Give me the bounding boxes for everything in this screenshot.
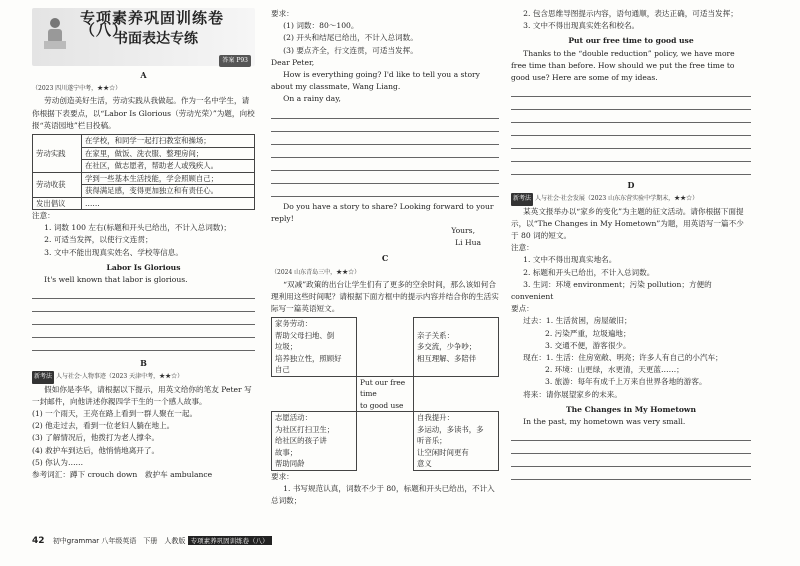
note-item: 3. 文中不能出现真实姓名、学校等信息。 bbox=[44, 247, 183, 257]
section-a-label: A bbox=[140, 70, 147, 80]
footer-section: 专项素养巩固训练卷（八） bbox=[188, 536, 272, 545]
reference-words: 参考词汇：蹲下 crouch down 救护车 ambulance bbox=[32, 470, 213, 480]
note-item: 2. 可适当发挥，以使行文连贯； bbox=[44, 235, 153, 245]
point-item: (3) 了解情况后，他拨打为老人撑伞。 bbox=[32, 433, 160, 443]
paper-title: 专项素养巩固训练卷（八） bbox=[80, 9, 225, 40]
section-b-source: 人与社会·人物事迹（2023 天津中考，★★☆） bbox=[56, 373, 184, 381]
letter-yours: Yours, bbox=[451, 226, 475, 236]
writing-line[interactable] bbox=[271, 171, 499, 184]
paper-subtitle: 书面表达专练 bbox=[114, 31, 198, 47]
mind-map-box bbox=[271, 317, 499, 471]
writing-line[interactable] bbox=[271, 184, 499, 197]
essay-c-start: Thanks to the “double reduction” policy, we have more free time than before. How should we put the free time to good use? Here are some of my ideas. bbox=[511, 48, 735, 83]
section-b-label: B bbox=[140, 358, 147, 369]
section-d-label: D bbox=[627, 180, 635, 191]
past-point: 3. 交通不便，游客很少。 bbox=[545, 340, 631, 350]
past-point: 2. 污染严重，垃圾遍地； bbox=[545, 328, 631, 338]
writing-line[interactable] bbox=[511, 428, 751, 441]
writing-line[interactable] bbox=[511, 441, 751, 454]
req-item: 1. 书写规范认真，词数不少于 80，标题和开头已给出，不计入总词数； bbox=[271, 484, 495, 506]
writing-line[interactable] bbox=[32, 338, 255, 351]
column-middle bbox=[271, 8, 499, 508]
table-cell: 在社区，做志愿者，帮助老人或残疾人。 bbox=[82, 160, 255, 173]
past-point: 过去：1. 生活贫困，房屋破旧； bbox=[523, 316, 632, 326]
section-c-source: （2024 山东青岛三中，★★☆） bbox=[271, 268, 361, 276]
writing-line[interactable] bbox=[511, 136, 751, 149]
column-right bbox=[511, 8, 751, 480]
letter-closing: Do you have a story to share? Looking forward to your reply! bbox=[271, 201, 494, 223]
writing-line[interactable] bbox=[511, 162, 751, 175]
new-method-tag: 新考法 bbox=[511, 193, 533, 205]
writing-line[interactable] bbox=[271, 145, 499, 158]
title-banner bbox=[32, 8, 255, 66]
now-point: 现在：1. 生活：住房宽敞、明亮；许多人有自己的小汽车； bbox=[523, 353, 723, 363]
d-points-label: 要点： bbox=[511, 304, 534, 314]
table-head-practice: 劳动实践 bbox=[33, 135, 82, 173]
writing-line[interactable] bbox=[32, 299, 255, 312]
writing-line[interactable] bbox=[511, 149, 751, 162]
table-cell: 在家里，做饭、洗衣服、整理房间； bbox=[82, 147, 255, 160]
table-head-gain: 劳动收获 bbox=[33, 172, 82, 197]
book-info: 初中grammar 八年级英语 下册 人教版 bbox=[52, 537, 186, 545]
writing-line[interactable] bbox=[271, 132, 499, 145]
future-point: 将来：请你展望家乡的未来。 bbox=[523, 389, 622, 399]
section-c-label: C bbox=[381, 253, 389, 264]
point-item: (5) 你认为…… bbox=[32, 457, 84, 467]
note-item: 3. 生词：环境 environment；污染 pollution；方便的 convenient bbox=[511, 279, 712, 302]
page-footer bbox=[32, 536, 272, 546]
note-item: 2. 标题和开头已给出，不计入总词数。 bbox=[523, 267, 655, 277]
essay-c-title: Put our free time to good use bbox=[568, 36, 694, 46]
note-item: 1. 文中不得出现真实地名。 bbox=[523, 255, 617, 265]
writing-line[interactable] bbox=[511, 123, 751, 136]
answer-page-tag: 答案 P93 bbox=[219, 55, 251, 67]
writing-line[interactable] bbox=[511, 454, 751, 467]
writing-line[interactable] bbox=[271, 158, 499, 171]
point-item: (1) 一个雨天，王亮在路上看到一群人聚在一起。 bbox=[32, 409, 198, 419]
reading-figure-icon bbox=[42, 16, 68, 52]
box-volunteer: 志愿活动： 为社区打扫卫生； 给社区的孩子讲 故事； 帮助同龄 bbox=[272, 412, 357, 471]
box-self: 自我提升： 多运动，多读书，多 听音乐； 让空闲时间更有 意义 bbox=[414, 412, 499, 471]
section-a-intro: 劳动创造美好生活，劳动实践从我做起。作为一名中学生，请你根据下表要点，以“Labor Is Glorious（劳动光荣）”为题，向校报“英语园地”栏目投稿。 bbox=[32, 96, 255, 130]
req-item: 2. 包含思维导图提示内容，语句通顺，表达正确，可适当发挥； bbox=[523, 9, 738, 18]
section-d-source: 人与社会·社会发展（2023 山东东营实验中学期末，★★☆） bbox=[535, 195, 699, 203]
section-b-intro: 假如你是李华，请根据以下提示，用英文给你的笔友 Peter 写一封邮件，向他讲述你親四学干生的一个感人故事。 bbox=[32, 384, 252, 406]
writing-line[interactable] bbox=[32, 325, 255, 338]
note-item: 1. 词数 100 左右(标题和开头已给出，不计入总词数)； bbox=[44, 223, 231, 233]
writing-line[interactable] bbox=[271, 106, 499, 119]
section-c-intro: “双减”政策的出台让学生们有了更多的空余时间，那么该如何合理利用这些时间呢？请根据下面方框中的提示内容并结合你的生活实际写一篇英语短文。 bbox=[271, 279, 499, 314]
box-housework: 家务劳动： 帮助父母扫地、倒 垃圾； 培养独立性，照顾好 自己 bbox=[272, 318, 357, 377]
section-a-source: （2023 四川遂宁中考，★★☆） bbox=[32, 85, 122, 93]
table-cell: …… bbox=[82, 197, 255, 210]
page-number: 42 bbox=[32, 536, 45, 546]
letter-sign: Li Hua bbox=[455, 238, 481, 248]
point-item: (2) 他走过去，看到一位老妇人躺在地上。 bbox=[32, 421, 175, 431]
writing-line[interactable] bbox=[511, 467, 751, 480]
rainy-day: On a rainy day, bbox=[283, 94, 341, 104]
section-d-intro: 某英文报举办以“家乡的变化”为主题的征文活动。请你根据下面提示，以“The Changes in My Hometown”为题，用英语写一篇不少于 80 词的短文。 bbox=[511, 206, 744, 241]
writing-line[interactable] bbox=[271, 119, 499, 132]
req-item: (3) 要点齐全，行文连贯，可适当发挥。 bbox=[283, 45, 418, 55]
section-a-notes-label: 注意： bbox=[32, 211, 55, 221]
writing-line[interactable] bbox=[511, 110, 751, 123]
table-cell: 获得满足感，变得更加独立和有责任心。 bbox=[82, 185, 255, 198]
c-req-label: 要求： bbox=[271, 471, 294, 481]
letter-salutation: Dear Peter, bbox=[271, 57, 315, 67]
b-req-label: 要求： bbox=[271, 9, 294, 18]
column-left bbox=[32, 8, 255, 481]
table-cell: 学到一些基本生活技能，学会照顾自己； bbox=[82, 172, 255, 185]
point-item: (4) 救护车到达后，他悄悄地离开了。 bbox=[32, 445, 160, 455]
essay-d-start: In the past, my hometown was very small. bbox=[523, 417, 686, 427]
now-point: 3. 旅游：每年有成千上万来自世界各地的游客。 bbox=[545, 377, 707, 387]
writing-line[interactable] bbox=[32, 312, 255, 325]
table-head-initiative: 发出倡议 bbox=[33, 197, 82, 210]
req-item: (2) 开头和结尾已给出，不计入总词数。 bbox=[283, 33, 418, 43]
essay-a-title: Labor Is Glorious bbox=[106, 262, 181, 272]
now-point: 2. 环境：山更绿，水更清，天更蓝……； bbox=[545, 365, 684, 375]
box-family: 亲子关系： 多交流，少争吵； 相互理解、多陪伴 bbox=[414, 318, 499, 377]
req-item: (1) 词数：80～100。 bbox=[283, 21, 359, 31]
letter-start: How is everything going? I'd like to tell you a story about my classmate, Wang Liang. bbox=[271, 70, 480, 92]
section-a-table bbox=[32, 134, 255, 210]
writing-line[interactable] bbox=[511, 84, 751, 97]
essay-d-title: The Changes in My Hometown bbox=[566, 404, 696, 414]
d-notes-label: 注意： bbox=[511, 243, 534, 253]
box-center-topic: Put our free time to good use bbox=[357, 376, 414, 412]
new-method-tag: 新考法 bbox=[32, 371, 54, 383]
essay-a-start: It's well known that labor is glorious. bbox=[44, 275, 188, 285]
writing-line[interactable] bbox=[511, 97, 751, 110]
req-item: 3. 文中不得出现真实姓名和校名。 bbox=[523, 21, 640, 31]
writing-line[interactable] bbox=[32, 286, 255, 299]
table-cell: 在学校，和同学一起打扫教室和操场； bbox=[82, 135, 255, 148]
